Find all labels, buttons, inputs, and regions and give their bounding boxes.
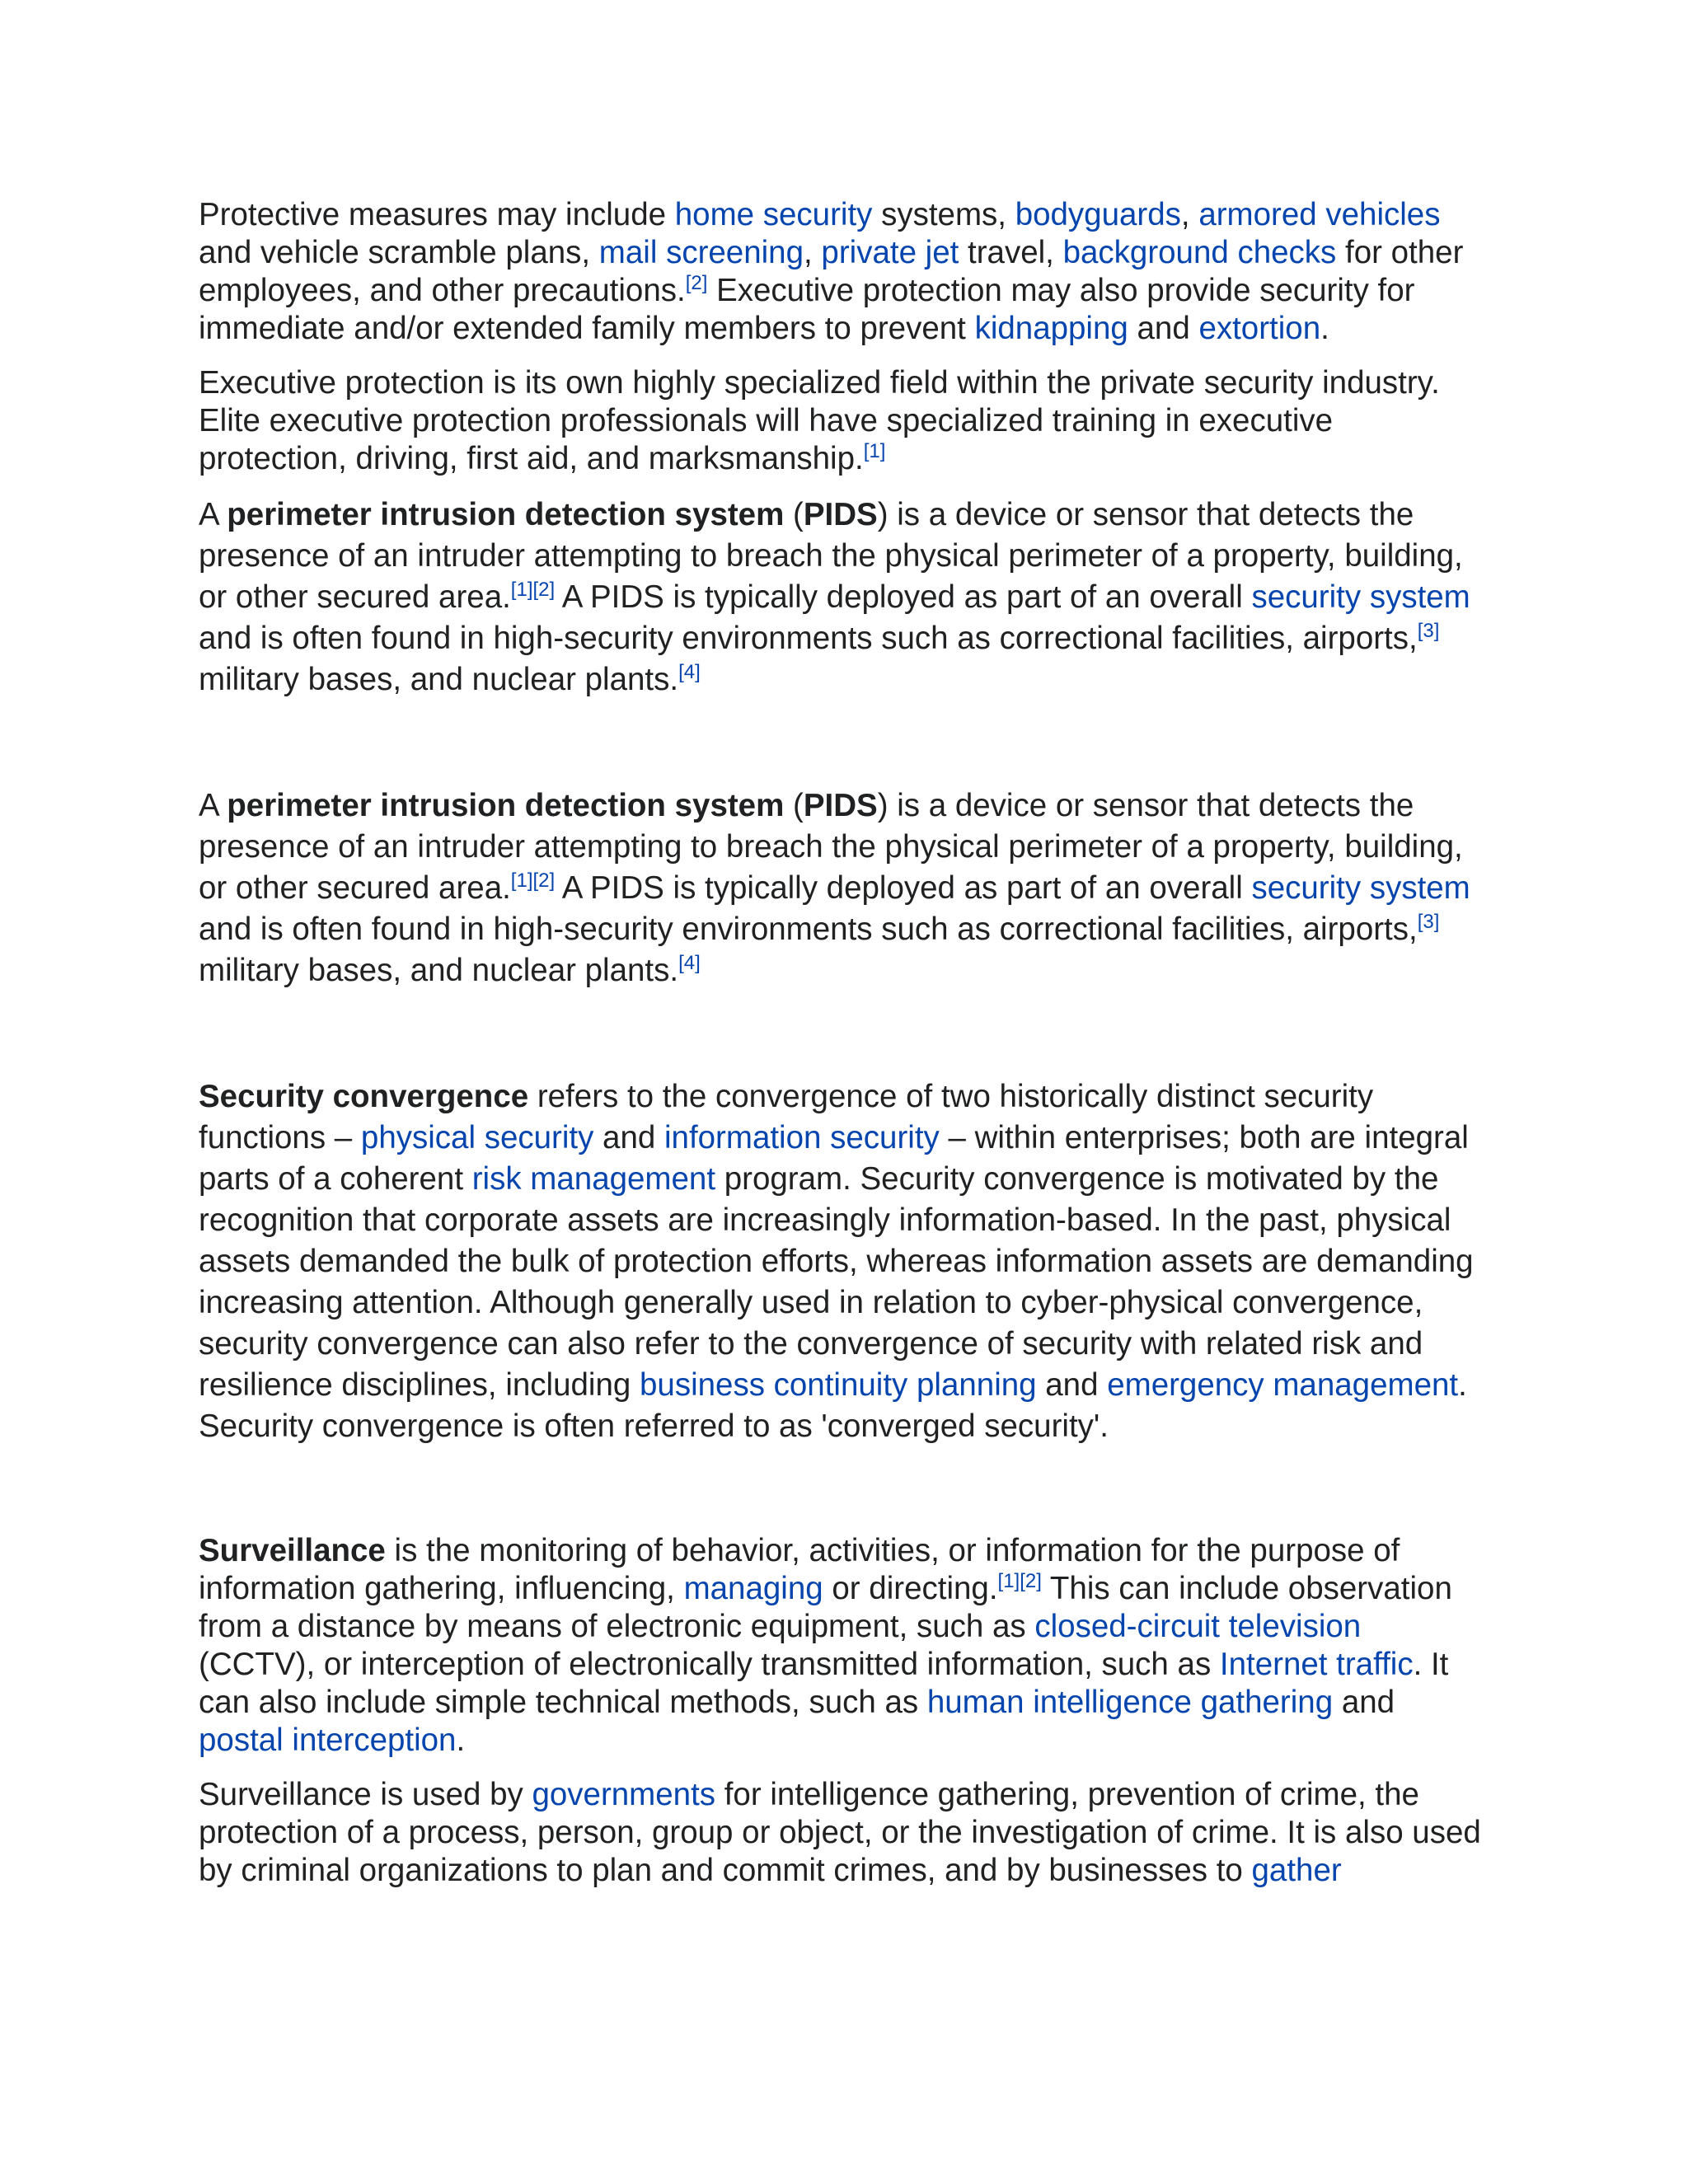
link-governments[interactable]: governments bbox=[532, 1777, 716, 1812]
text: for intelligence gathering, prevention of crime, the protection of a process, person, group or object, or the investigation of crime. It is also used by criminal organizations to plan and commit crimes, and by businesses to bbox=[199, 1777, 1481, 1888]
text: A bbox=[199, 497, 227, 532]
text: for other employees, and other precautions. bbox=[199, 235, 1464, 308]
text: and bbox=[1333, 1685, 1395, 1720]
link-extortion[interactable]: extortion bbox=[1198, 311, 1321, 346]
document-page bbox=[199, 196, 1484, 1890]
citation-link[interactable]: [1] bbox=[997, 1570, 1020, 1593]
paragraph-gap bbox=[199, 1760, 1484, 1776]
citation-2[interactable] bbox=[1020, 1570, 1042, 1592]
abbr-pids: PIDS bbox=[803, 788, 878, 823]
paragraph-protective-measures bbox=[199, 196, 1484, 348]
link-armored-vehicles[interactable]: armored vehicles bbox=[1198, 197, 1441, 232]
text: A PIDS is typically deployed as part of an overall bbox=[555, 870, 1252, 906]
paragraph-pids-second bbox=[199, 785, 1484, 991]
text: Executive protection may also provide security for immediate and/or extended family members to prevent bbox=[199, 273, 1415, 346]
text: Protective measures may include bbox=[199, 197, 675, 232]
text: or directing. bbox=[823, 1571, 998, 1606]
text: and is often found in high-security environments such as correctional facilities, airports, bbox=[199, 912, 1418, 947]
section-gap bbox=[199, 701, 1484, 785]
link-security-system[interactable]: security system bbox=[1251, 870, 1470, 906]
citation-link[interactable]: [4] bbox=[678, 952, 701, 975]
section-gap bbox=[199, 991, 1484, 1076]
paragraph-gap bbox=[199, 348, 1484, 364]
paragraph-security-convergence bbox=[199, 1076, 1484, 1447]
citation-2[interactable] bbox=[532, 869, 555, 892]
citation-link[interactable]: [2] bbox=[532, 579, 556, 602]
link-emergency-management[interactable]: emergency management bbox=[1107, 1367, 1459, 1403]
text: and bbox=[1036, 1367, 1108, 1403]
term-security-convergence: Security convergence bbox=[199, 1079, 529, 1114]
paragraph-surveillance-usage bbox=[199, 1776, 1484, 1890]
link-closed-circuit-television[interactable]: closed-circuit television bbox=[1034, 1609, 1362, 1644]
text: systems, bbox=[872, 197, 1015, 232]
link-physical-security[interactable]: physical security bbox=[360, 1120, 594, 1155]
section-gap bbox=[199, 1447, 1484, 1532]
paragraph-gap bbox=[199, 478, 1484, 494]
text: . bbox=[456, 1722, 466, 1758]
text: is the monitoring of behavior, activities, or information for the purpose of information gathering, influencing, bbox=[199, 1533, 1400, 1606]
text: Executive protection is its own highly specialized field within the private security industry. Elite executive protection professionals will have specialized training in executive protection, driving, first aid, and marksmanship. bbox=[199, 365, 1440, 476]
text: . Security convergence is often referred to as 'converged security'. bbox=[199, 1367, 1467, 1444]
text: and vehicle scramble plans, bbox=[199, 235, 599, 270]
term-pids: perimeter intrusion detection system bbox=[227, 788, 785, 823]
link-background-checks[interactable]: background checks bbox=[1062, 235, 1337, 270]
citation-link[interactable]: [1] bbox=[863, 440, 886, 463]
text: travel, bbox=[959, 235, 1063, 270]
term-surveillance: Surveillance bbox=[199, 1533, 386, 1568]
link-information-security[interactable]: information security bbox=[663, 1120, 940, 1155]
citation-link[interactable]: [1] bbox=[510, 869, 533, 893]
citation-1[interactable] bbox=[511, 869, 533, 892]
text: , bbox=[1180, 197, 1199, 232]
citation-4[interactable] bbox=[678, 952, 701, 974]
citation-link[interactable]: [2] bbox=[532, 869, 556, 893]
text: A bbox=[199, 788, 227, 823]
paragraph-executive-protection bbox=[199, 364, 1484, 478]
citation-link[interactable]: [1] bbox=[510, 579, 533, 602]
abbr-pids: PIDS bbox=[803, 497, 878, 532]
paragraph-surveillance-definition bbox=[199, 1532, 1484, 1760]
term-pids: perimeter intrusion detection system bbox=[227, 497, 785, 532]
paragraph-pids-first bbox=[199, 494, 1484, 701]
link-managing[interactable]: managing bbox=[683, 1571, 823, 1606]
text: . It can also include simple technical methods, such as bbox=[199, 1647, 1449, 1720]
citation-link[interactable]: [2] bbox=[1020, 1570, 1042, 1593]
link-postal-interception[interactable]: postal interception bbox=[199, 1722, 457, 1758]
text: program. Security convergence is motivated by the recognition that corporate assets are increasingly information-based. In the past, physical assets demanded the bulk of protection efforts, whereas information assets are demanding increasing attention. Although generally used in relation to cyber-physical convergence, security convergence can also refer to the convergence of security with related risk and resilience disciplines, including bbox=[199, 1161, 1474, 1403]
citation-1[interactable] bbox=[511, 579, 533, 601]
citation-link[interactable]: [3] bbox=[1417, 911, 1440, 934]
citation-1[interactable] bbox=[998, 1570, 1020, 1592]
link-internet-traffic[interactable]: Internet traffic bbox=[1219, 1647, 1414, 1682]
text: refers to the convergence of two historically distinct security functions – bbox=[199, 1079, 1374, 1155]
citation-link[interactable]: [2] bbox=[685, 272, 708, 295]
text: ( bbox=[784, 497, 804, 532]
text: – within enterprises; both are integral parts of a coherent bbox=[199, 1120, 1469, 1197]
text: A PIDS is typically deployed as part of an overall bbox=[555, 579, 1252, 615]
citation-2[interactable] bbox=[686, 272, 708, 294]
text: and is often found in high-security environments such as correctional facilities, airports, bbox=[199, 621, 1418, 656]
text: ) is a device or sensor that detects the presence of an intruder attempting to breach the physical perimeter of a property, building, or other secured area. bbox=[199, 788, 1463, 906]
text: ( bbox=[784, 788, 804, 823]
link-security-system[interactable]: security system bbox=[1251, 579, 1470, 615]
link-bodyguards[interactable]: bodyguards bbox=[1015, 197, 1181, 232]
text: (CCTV), or interception of electronically transmitted information, such as bbox=[199, 1647, 1220, 1682]
link-risk-management[interactable]: risk management bbox=[471, 1161, 716, 1197]
text: ) is a device or sensor that detects the presence of an intruder attempting to breach the physical perimeter of a property, building, or other secured area. bbox=[199, 497, 1463, 615]
citation-link[interactable]: [3] bbox=[1417, 620, 1440, 643]
link-business-continuity-planning[interactable]: business continuity planning bbox=[640, 1367, 1037, 1403]
citation-2[interactable] bbox=[532, 579, 555, 601]
link-gather[interactable]: gather bbox=[1251, 1853, 1342, 1888]
text: and bbox=[1128, 311, 1199, 346]
text: Surveillance is used by bbox=[199, 1777, 532, 1812]
text: and bbox=[593, 1120, 664, 1155]
link-private-jet[interactable]: private jet bbox=[821, 235, 959, 270]
citation-3[interactable] bbox=[1418, 911, 1440, 933]
text: military bases, and nuclear plants. bbox=[199, 953, 679, 988]
text: This can include observation from a distance by means of electronic equipment, such as bbox=[199, 1571, 1452, 1644]
citation-3[interactable] bbox=[1418, 620, 1440, 642]
link-mail-screening[interactable]: mail screening bbox=[598, 235, 804, 270]
link-kidnapping[interactable]: kidnapping bbox=[974, 311, 1128, 346]
text: , bbox=[804, 235, 822, 270]
link-home-security[interactable]: home security bbox=[674, 197, 873, 232]
citation-4[interactable] bbox=[678, 661, 701, 683]
citation-link[interactable]: [4] bbox=[678, 661, 701, 684]
text: military bases, and nuclear plants. bbox=[199, 662, 679, 697]
citation-1[interactable] bbox=[864, 440, 886, 462]
link-human-intelligence-gathering[interactable]: human intelligence gathering bbox=[926, 1685, 1334, 1720]
text: . bbox=[1320, 311, 1329, 346]
